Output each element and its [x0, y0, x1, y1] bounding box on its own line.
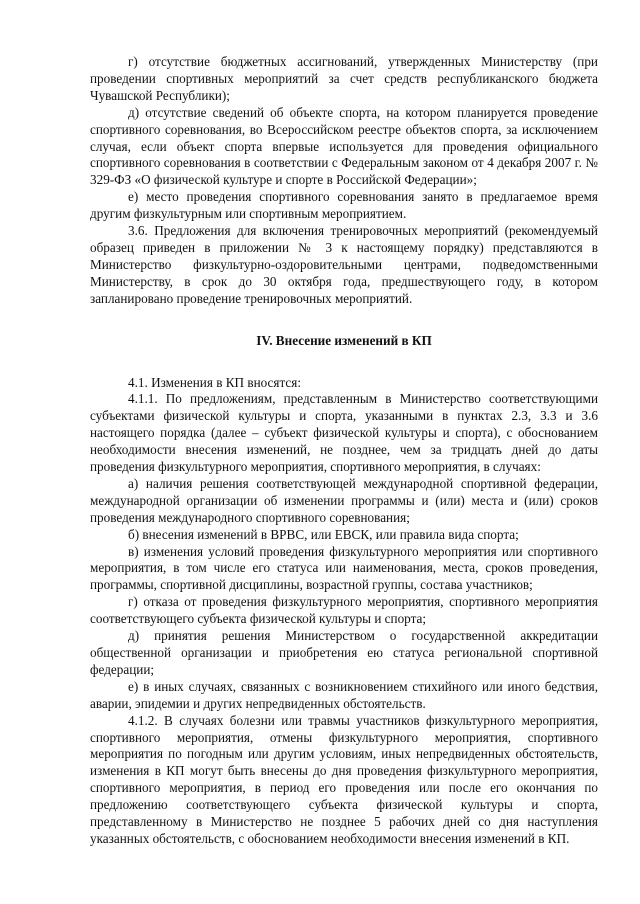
- paragraph-a-international-decision: а) наличия решения соответствующей международной спортивной федерации, международной организации об изменении программы и (или) места и (или) сроков проведения международного спортивного соревнования;: [90, 475, 598, 525]
- paragraph-b-rules-changes: б) внесения изменений в ВРВС, или ЕВСК, или правила вида спорта;: [128, 526, 519, 542]
- section-heading: IV. Внесение изменений в КП: [256, 332, 432, 348]
- paragraph-3-6-training-proposals: 3.6. Предложения для включения тренировочных мероприятий (рекомендуемый образец приведен в приложении № 3 к настоящему порядку) представляются в Министерство физкультурно-оздоровительными центрами, подведомственными Министерству, в срок до 30 октября года, предшествующего году, в котором запланировано проведение тренировочных мероприятий.: [90, 223, 598, 306]
- document-body: [90, 54, 598, 848]
- paragraph-d-accreditation: д) принятия решения Министерством о государственной аккредитации общественной организации и приобретения ею статуса региональной спортивной федерации;: [90, 628, 598, 677]
- paragraph-d-no-sport-object: д) отсутствие сведений об объекте спорта, на котором планируется проведение спортивного соревнования, во Всероссийском реестре объектов спорта, за исключением случая, если объект спорта впервые используется для проведения официального спортивного соревнования в соответствии с Федеральным законом от 4 декабря 2007 г. № 329-ФЗ «О физической культуре и спорте в Российской Федерации»;: [90, 104, 598, 188]
- paragraph-e-venue-occupied: е) место проведения спортивного соревнования занято в предлагаемое время другим физкультурным или спортивным мероприятием.: [90, 189, 598, 222]
- paragraph-e-disasters: е) в иных случаях, связанных с возникновением стихийного или иного бедствия, аварии, эпидемии и других непредвиденных обстоятельств.: [90, 678, 598, 711]
- paragraph-4-1-2: 4.1.2. В случаях болезни или травмы участников физкультурного мероприятия, спортивного мероприятия, отмены физкультурного мероприятия, спортивного мероприятия по погодным или другим условиям, иных непредвиденных обстоятельств, изменения в КП могут быть внесены до дня проведения физкультурного мероприятия, спортивного мероприятия, в период его проведения или после его окончания по предложению соответствующего субъекта физической культуры и спорта, представленному в Министерство не позднее 5 рабочих дней со дня наступления указанных обстоятельств, с обоснованием необходимости внесения изменений в КП.: [90, 712, 598, 846]
- paragraph-4-1-1: 4.1.1. По предложениям, представленным в Министерство соответствующими субъектами физической культуры и спорта, указанными в пунктах 2.3, 3.3 и 3.6 настоящего порядка (далее – субъект физической культуры и спорта), с обоснованием необходимости внесения изменений, не позднее, чем за тридцать дней до даты проведения физкультурного мероприятия, спортивного мероприятия, в случаях:: [90, 391, 598, 475]
- paragraph-v-conditions-change: в) изменения условий проведения физкультурного мероприятия или спортивного мероприятия, в том числе его статуса или наименования, места, сроков проведения, программы, спортивной дисциплины, возрастной группы, состава участников;: [90, 543, 598, 593]
- spacer: [90, 308, 598, 333]
- paragraph-4-1: 4.1. Изменения в КП вносятся:: [128, 374, 301, 390]
- paragraph-g-refusal: г) отказа от проведения физкультурного мероприятия, спортивного мероприятия соответствующего субъекта физической культуры и спорта;: [90, 594, 598, 627]
- spacer: [90, 350, 598, 375]
- paragraph-g-no-budget: г) отсутствие бюджетных ассигнований, утвержденных Министерству (при проведении спортивных мероприятий за счет средств республиканского бюджета Чувашской Республики);: [90, 54, 598, 103]
